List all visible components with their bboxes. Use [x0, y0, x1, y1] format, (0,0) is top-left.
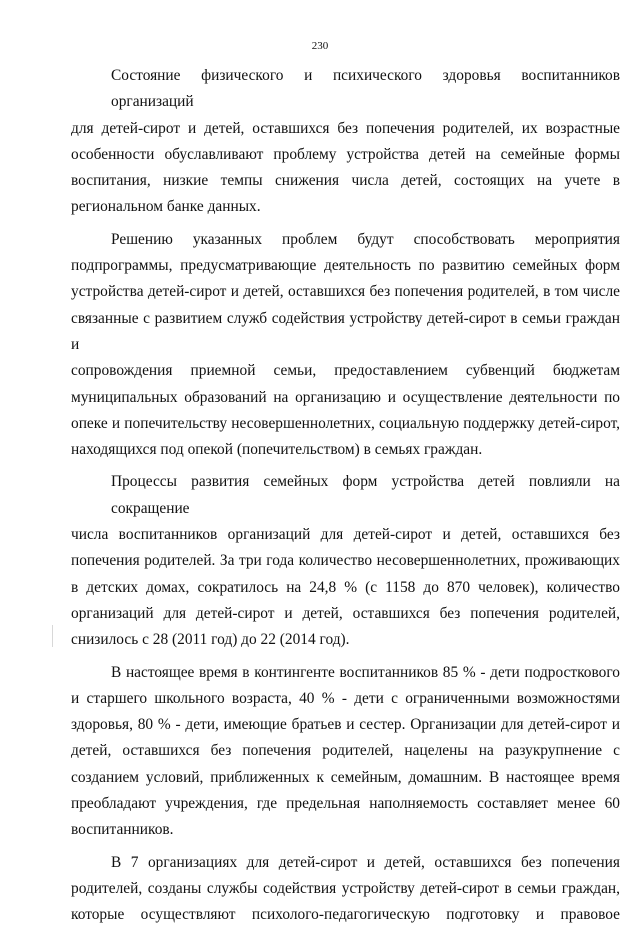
- text-line: находящихся под опекой (попечительством) в семьях граждан.: [71, 441, 483, 459]
- text-line: сопровождения приемной семьи, предоставлением субвенций бюджетам: [71, 362, 620, 380]
- text-line: муниципальных образований на организацию и осуществление деятельности по: [71, 388, 620, 406]
- page-number: 230: [311, 40, 329, 52]
- margin-mark: [52, 625, 53, 647]
- text-line: Решению указанных проблем будут способствовать мероприятия: [111, 230, 620, 248]
- text-line: числа воспитанников организаций для детей-сирот и детей, оставшихся без: [71, 526, 620, 544]
- paragraph: [71, 227, 620, 464]
- document-body: [71, 63, 620, 935]
- text-line: в детских домах, сократилось на 24,8 % (с 1158 до 870 человек), количество: [71, 578, 620, 596]
- text-line: связанные с развитием служб содействия устройству детей-сирот в семьи граждан и: [71, 309, 620, 353]
- text-line: опеке и попечительству несовершеннолетних, социальную поддержку детей-сирот,: [71, 414, 620, 432]
- text-line: здоровья, 80 % - дети, имеющие братьев и сестер. Организации для детей-сирот и: [71, 716, 620, 734]
- text-line: Процессы развития семейных форм устройства детей повлияли на сокращение: [111, 473, 620, 517]
- text-line: преобладают учреждения, где предельная наполняемость составляет менее 60: [71, 795, 620, 813]
- text-line: устройства детей-сирот и детей, оставшихся без попечения родителей, в том числе: [71, 283, 620, 301]
- text-line: региональном банке данных.: [71, 198, 261, 216]
- text-line: организаций для детей-сирот и детей, оставшихся без попечения родителей,: [71, 604, 620, 622]
- text-line: воспитания, низкие темпы снижения числа детей, состоящих на учете в: [71, 172, 620, 190]
- paragraph: [71, 469, 620, 653]
- text-line: и старшего школьного возраста, 40 % - дети с ограниченными возможностями: [71, 689, 620, 707]
- text-line: которые осуществляют психолого-педагогическую подготовку и правовое: [71, 906, 620, 924]
- text-line: особенности обуславливают проблему устройства детей на семейные формы: [71, 145, 620, 163]
- text-line: В 7 организациях для детей-сирот и детей, оставшихся без попечения: [111, 853, 620, 871]
- paragraph: [71, 850, 620, 929]
- text-line: созданием условий, приближенных к семейным, домашним. В настоящее время: [71, 768, 620, 786]
- text-line: воспитанников.: [71, 821, 174, 839]
- text-line: В настоящее время в контингенте воспитанников 85 % - дети подросткового: [111, 663, 620, 681]
- text-line: подпрограммы, предусматривающие деятельность по развитию семейных форм: [71, 257, 620, 275]
- text-line: родителей, созданы службы содействия устройству детей-сирот в семьи граждан,: [71, 879, 620, 897]
- paragraph: [71, 660, 620, 844]
- paragraph: [71, 63, 620, 221]
- text-line: снизилось с 28 (2011 год) до 22 (2014 год).: [71, 631, 350, 649]
- text-line: попечения родителей. За три года количество несовершеннолетних, проживающих: [71, 552, 620, 570]
- text-line: для детей-сирот и детей, оставшихся без попечения родителей, их возрастные: [71, 119, 620, 137]
- text-line: детей, оставшихся без попечения родителей, нацелены на разукрупнение с: [71, 742, 620, 760]
- text-line: Состояние физического и психического здоровья воспитанников организаций: [111, 67, 620, 111]
